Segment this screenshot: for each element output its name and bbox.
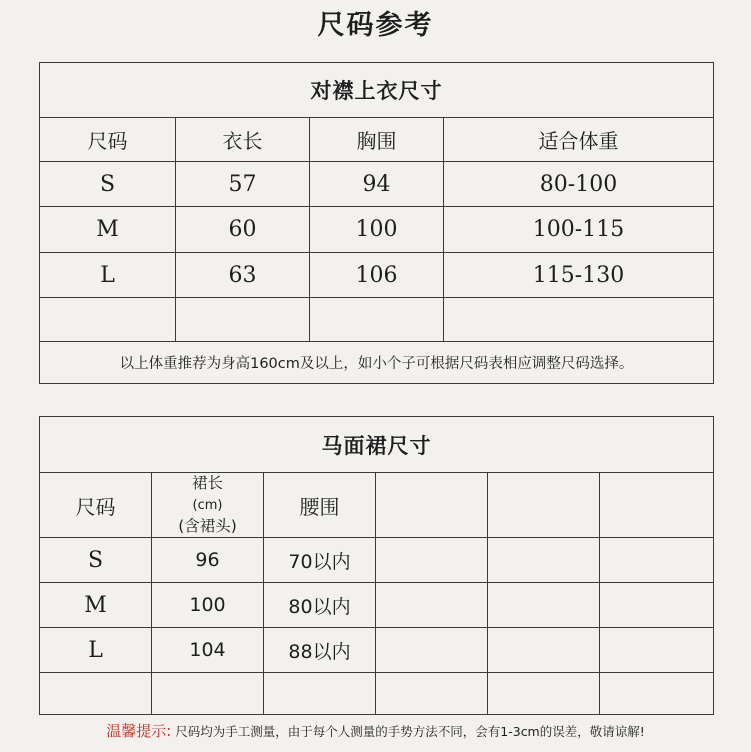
table-row bbox=[40, 162, 714, 207]
length-cell: 96 bbox=[152, 538, 264, 583]
header-weight: 适合体重 bbox=[444, 118, 714, 162]
table-row bbox=[40, 207, 714, 253]
table-row bbox=[40, 628, 714, 673]
size-cell: L bbox=[40, 628, 152, 673]
header-chest: 胸围 bbox=[310, 118, 444, 162]
length-cell: 57 bbox=[176, 162, 310, 207]
length-cell: 60 bbox=[176, 207, 310, 253]
skirt-size-table bbox=[39, 416, 714, 715]
weight-cell: 80-100 bbox=[444, 162, 714, 207]
weight-cell: 100-115 bbox=[444, 207, 714, 253]
skirt-header-size: 尺码 bbox=[40, 473, 152, 538]
length-cell: 63 bbox=[176, 253, 310, 298]
weight-note: 以上体重推荐为身高160cm及以上，如小个子可根据尺码表相应调整尺码选择。 bbox=[40, 342, 714, 384]
header-size: 尺码 bbox=[40, 118, 176, 162]
tip-text: 尺码均为手工测量，由于每个人测量的手势方法不同，会有1-3cm的误差，敬请谅解! bbox=[171, 724, 645, 739]
page-title: 尺码参考 bbox=[317, 10, 434, 41]
skirt-length-unit: (cm) bbox=[192, 498, 223, 513]
table-row bbox=[40, 583, 714, 628]
weight-cell: 115-130 bbox=[444, 253, 714, 298]
chest-cell: 100 bbox=[310, 207, 444, 253]
waist-cell: 70以内 bbox=[264, 538, 376, 583]
measurement-tip bbox=[0, 720, 751, 741]
length-cell: 104 bbox=[152, 628, 264, 673]
table-row bbox=[40, 253, 714, 298]
table-row bbox=[40, 538, 714, 583]
size-cell: S bbox=[40, 538, 152, 583]
chest-cell: 106 bbox=[310, 253, 444, 298]
waist-cell: 80以内 bbox=[264, 583, 376, 628]
size-cell: M bbox=[40, 583, 152, 628]
empty-row bbox=[40, 673, 714, 715]
top-table-caption: 对襟上衣尺寸 bbox=[40, 63, 714, 118]
length-cell: 100 bbox=[152, 583, 264, 628]
tip-label: 温馨提示: bbox=[106, 722, 172, 740]
waist-cell: 88以内 bbox=[264, 628, 376, 673]
skirt-length-sub: (含裙头) bbox=[178, 517, 237, 535]
skirt-header-waist: 腰围 bbox=[264, 473, 376, 538]
size-cell: L bbox=[40, 253, 176, 298]
chest-cell: 94 bbox=[310, 162, 444, 207]
header-length: 衣长 bbox=[176, 118, 310, 162]
size-cell: M bbox=[40, 207, 176, 253]
empty-row bbox=[40, 298, 714, 342]
skirt-table-caption: 马面裙尺寸 bbox=[40, 417, 714, 473]
skirt-header-length bbox=[152, 473, 264, 538]
top-size-table bbox=[39, 62, 714, 384]
size-cell: S bbox=[40, 162, 176, 207]
skirt-length-label: 裙长 bbox=[191, 474, 223, 492]
